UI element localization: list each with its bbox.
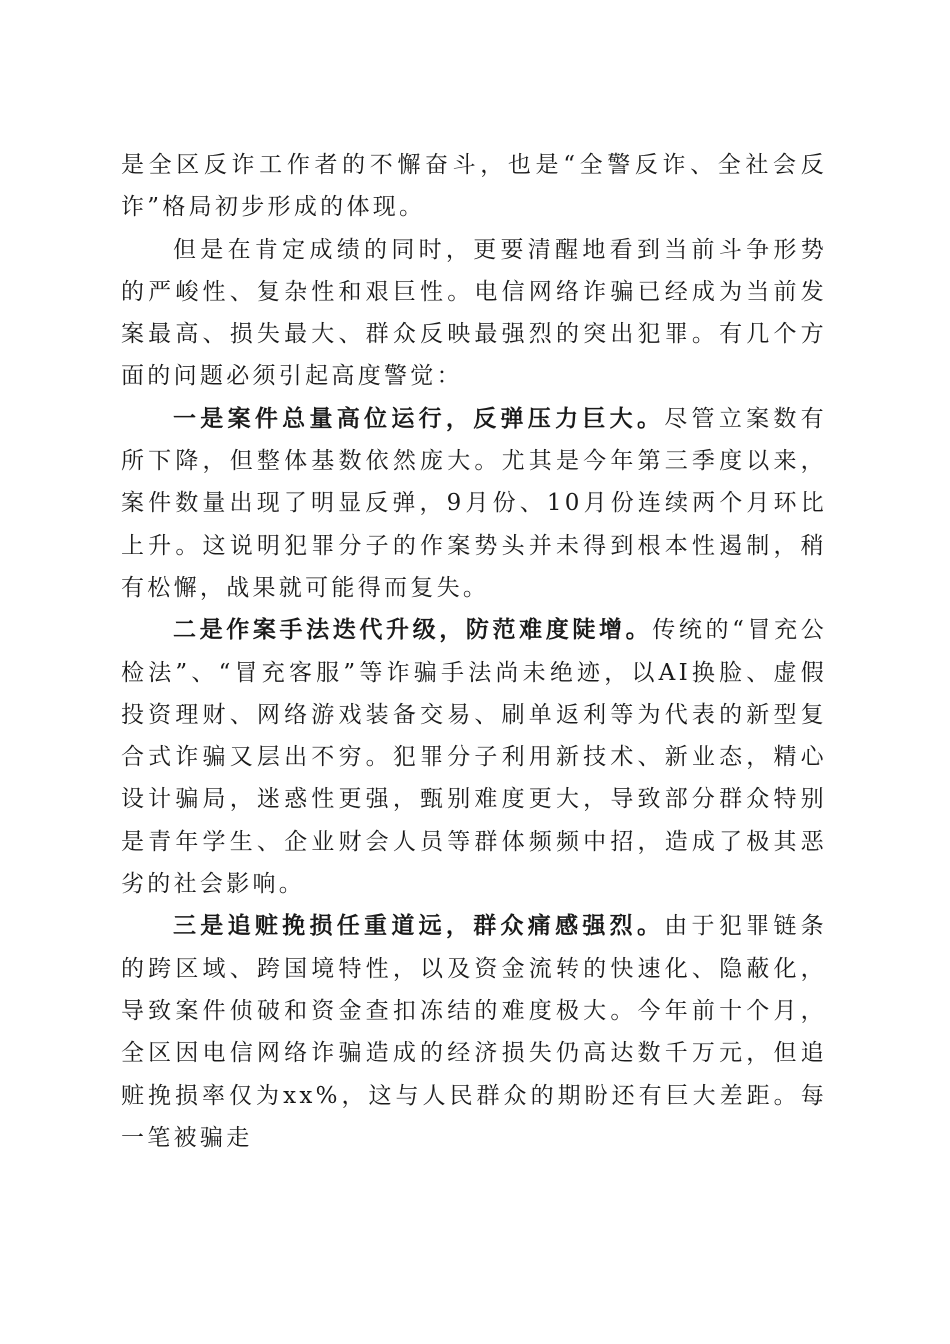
paragraph-text: 尽管立案数有所下降，但整体基数依然庞大。尤其是今年第三季度以来，案件数量出现了明显反弹，9月份、10月份连续两个月环比上升。这说明犯罪分子的作案势头并未得到根本性遏制，稍有松懈，战果就可能得而复失。 xyxy=(121,405,827,601)
document-body xyxy=(121,144,827,1159)
paragraph-3 xyxy=(121,398,827,609)
paragraph-lead: 三是追赃挽损任重道远，群众痛感强烈。 xyxy=(173,912,665,940)
paragraph-text: 但是在肯定成绩的同时，更要清醒地看到当前斗争形势的严峻性、复杂性和艰巨性。电信网络诈骗已经成为当前发案最高、损失最大、群众反映最强烈的突出犯罪。有几个方面的问题必须引起高度警觉： xyxy=(121,236,827,390)
paragraph-1 xyxy=(121,144,827,229)
paragraph-2 xyxy=(121,229,827,398)
paragraph-5 xyxy=(121,905,827,1159)
paragraph-lead: 二是作案手法迭代升级，防范难度陡增。 xyxy=(173,616,653,644)
paragraph-4 xyxy=(121,609,827,905)
paragraph-text: 是全区反诈工作者的不懈奋斗，也是“全警反诈、全社会反诈”格局初步形成的体现。 xyxy=(121,152,827,221)
paragraph-text: 传统的“冒充公检法”、“冒充客服”等诈骗手法尚未绝迹，以AI换脸、虚假投资理财、网络游戏装备交易、刷单返利等为代表的新型复合式诈骗又层出不穷。犯罪分子利用新技术、新业态，精心设计骗局，迷惑性更强，甄别难度更大，导致部分群众特别是青年学生、企业财会人员等群体频频中招，造成了极其恶劣的社会影响。 xyxy=(121,617,827,898)
paragraph-text: 由于犯罪链条的跨区域、跨国境特性，以及资金流转的快速化、隐蔽化，导致案件侦破和资金查扣冻结的难度极大。今年前十个月，全区因电信网络诈骗造成的经济损失仍高达数千万元，但追赃挽损率仅为xx%，这与人民群众的期盼还有巨大差距。每一笔被骗走 xyxy=(121,913,827,1151)
paragraph-lead: 一是案件总量高位运行，反弹压力巨大。 xyxy=(173,404,665,432)
